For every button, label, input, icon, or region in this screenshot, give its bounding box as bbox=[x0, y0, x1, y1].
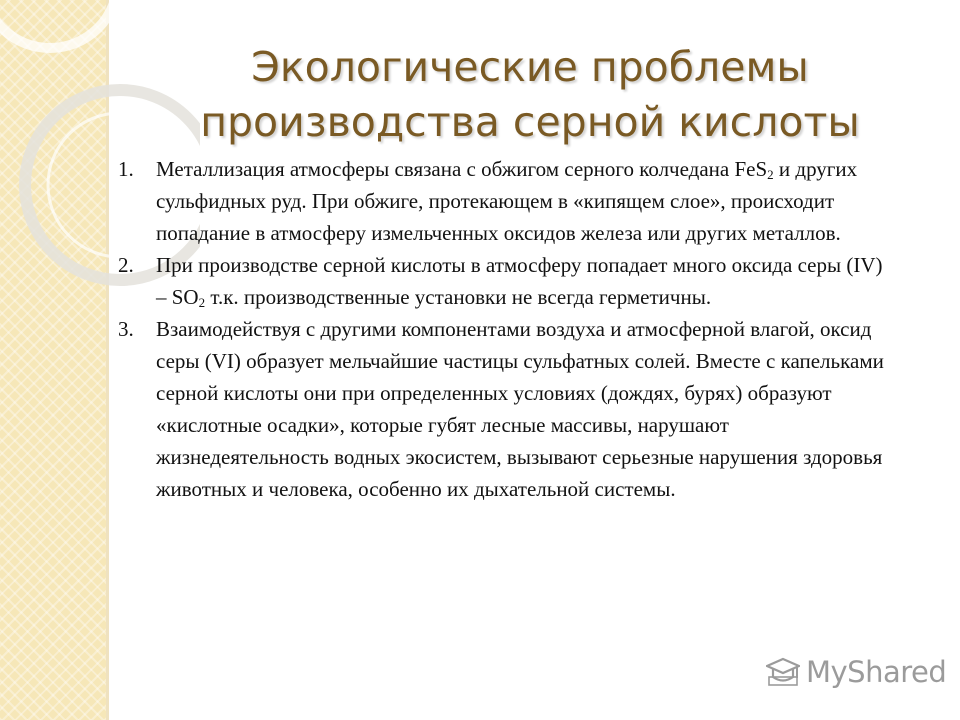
watermark bbox=[766, 655, 946, 689]
list-item bbox=[118, 249, 898, 313]
subscript: 2 bbox=[767, 167, 774, 182]
slide-title bbox=[180, 40, 880, 150]
subscript: 2 bbox=[198, 295, 206, 310]
title-line-1: Экологические проблемы bbox=[251, 43, 809, 91]
item-number: 3. bbox=[118, 317, 134, 341]
title-line-2: производства серной кислоты bbox=[200, 98, 860, 146]
problem-list bbox=[118, 153, 898, 505]
item-number: 2. bbox=[118, 253, 134, 277]
item-text-continued: и других сульфидных руд. При обжиге, протекающем в «кипящем слое», происходит попадание в атмосферу измельченных оксидов железа или других металлов. bbox=[156, 157, 858, 245]
list-item bbox=[118, 153, 898, 249]
item-text: Металлизация атмосферы связана с обжигом серного колчедана FeS bbox=[156, 157, 768, 181]
list-item bbox=[118, 313, 898, 505]
mortarboard-icon bbox=[766, 657, 800, 687]
item-text: Взаимодействуя с другими компонентами воздуха и атмосферной влагой, оксид серы (VI) образует мельчайшие частицы сульфатных солей. Вместе с капельками серной кислоты они при определенных условиях (дождях, бурях) образуют «кислотные осадки», которые губят лесные массивы, нарушают жизнедеятельность водных экосистем, вызывают серьезные нарушения здоровья животных и человека, особенно их дыхательной системы. bbox=[156, 317, 884, 501]
item-text: При производстве серной кислоты в атмосферу попадает много оксида серы (IV) – SO bbox=[156, 253, 883, 309]
watermark-text: MyShared bbox=[806, 655, 947, 689]
item-number: 1. bbox=[118, 157, 134, 181]
item-text-continued: т.к. производственные установки не всегда герметичны. bbox=[205, 285, 712, 309]
